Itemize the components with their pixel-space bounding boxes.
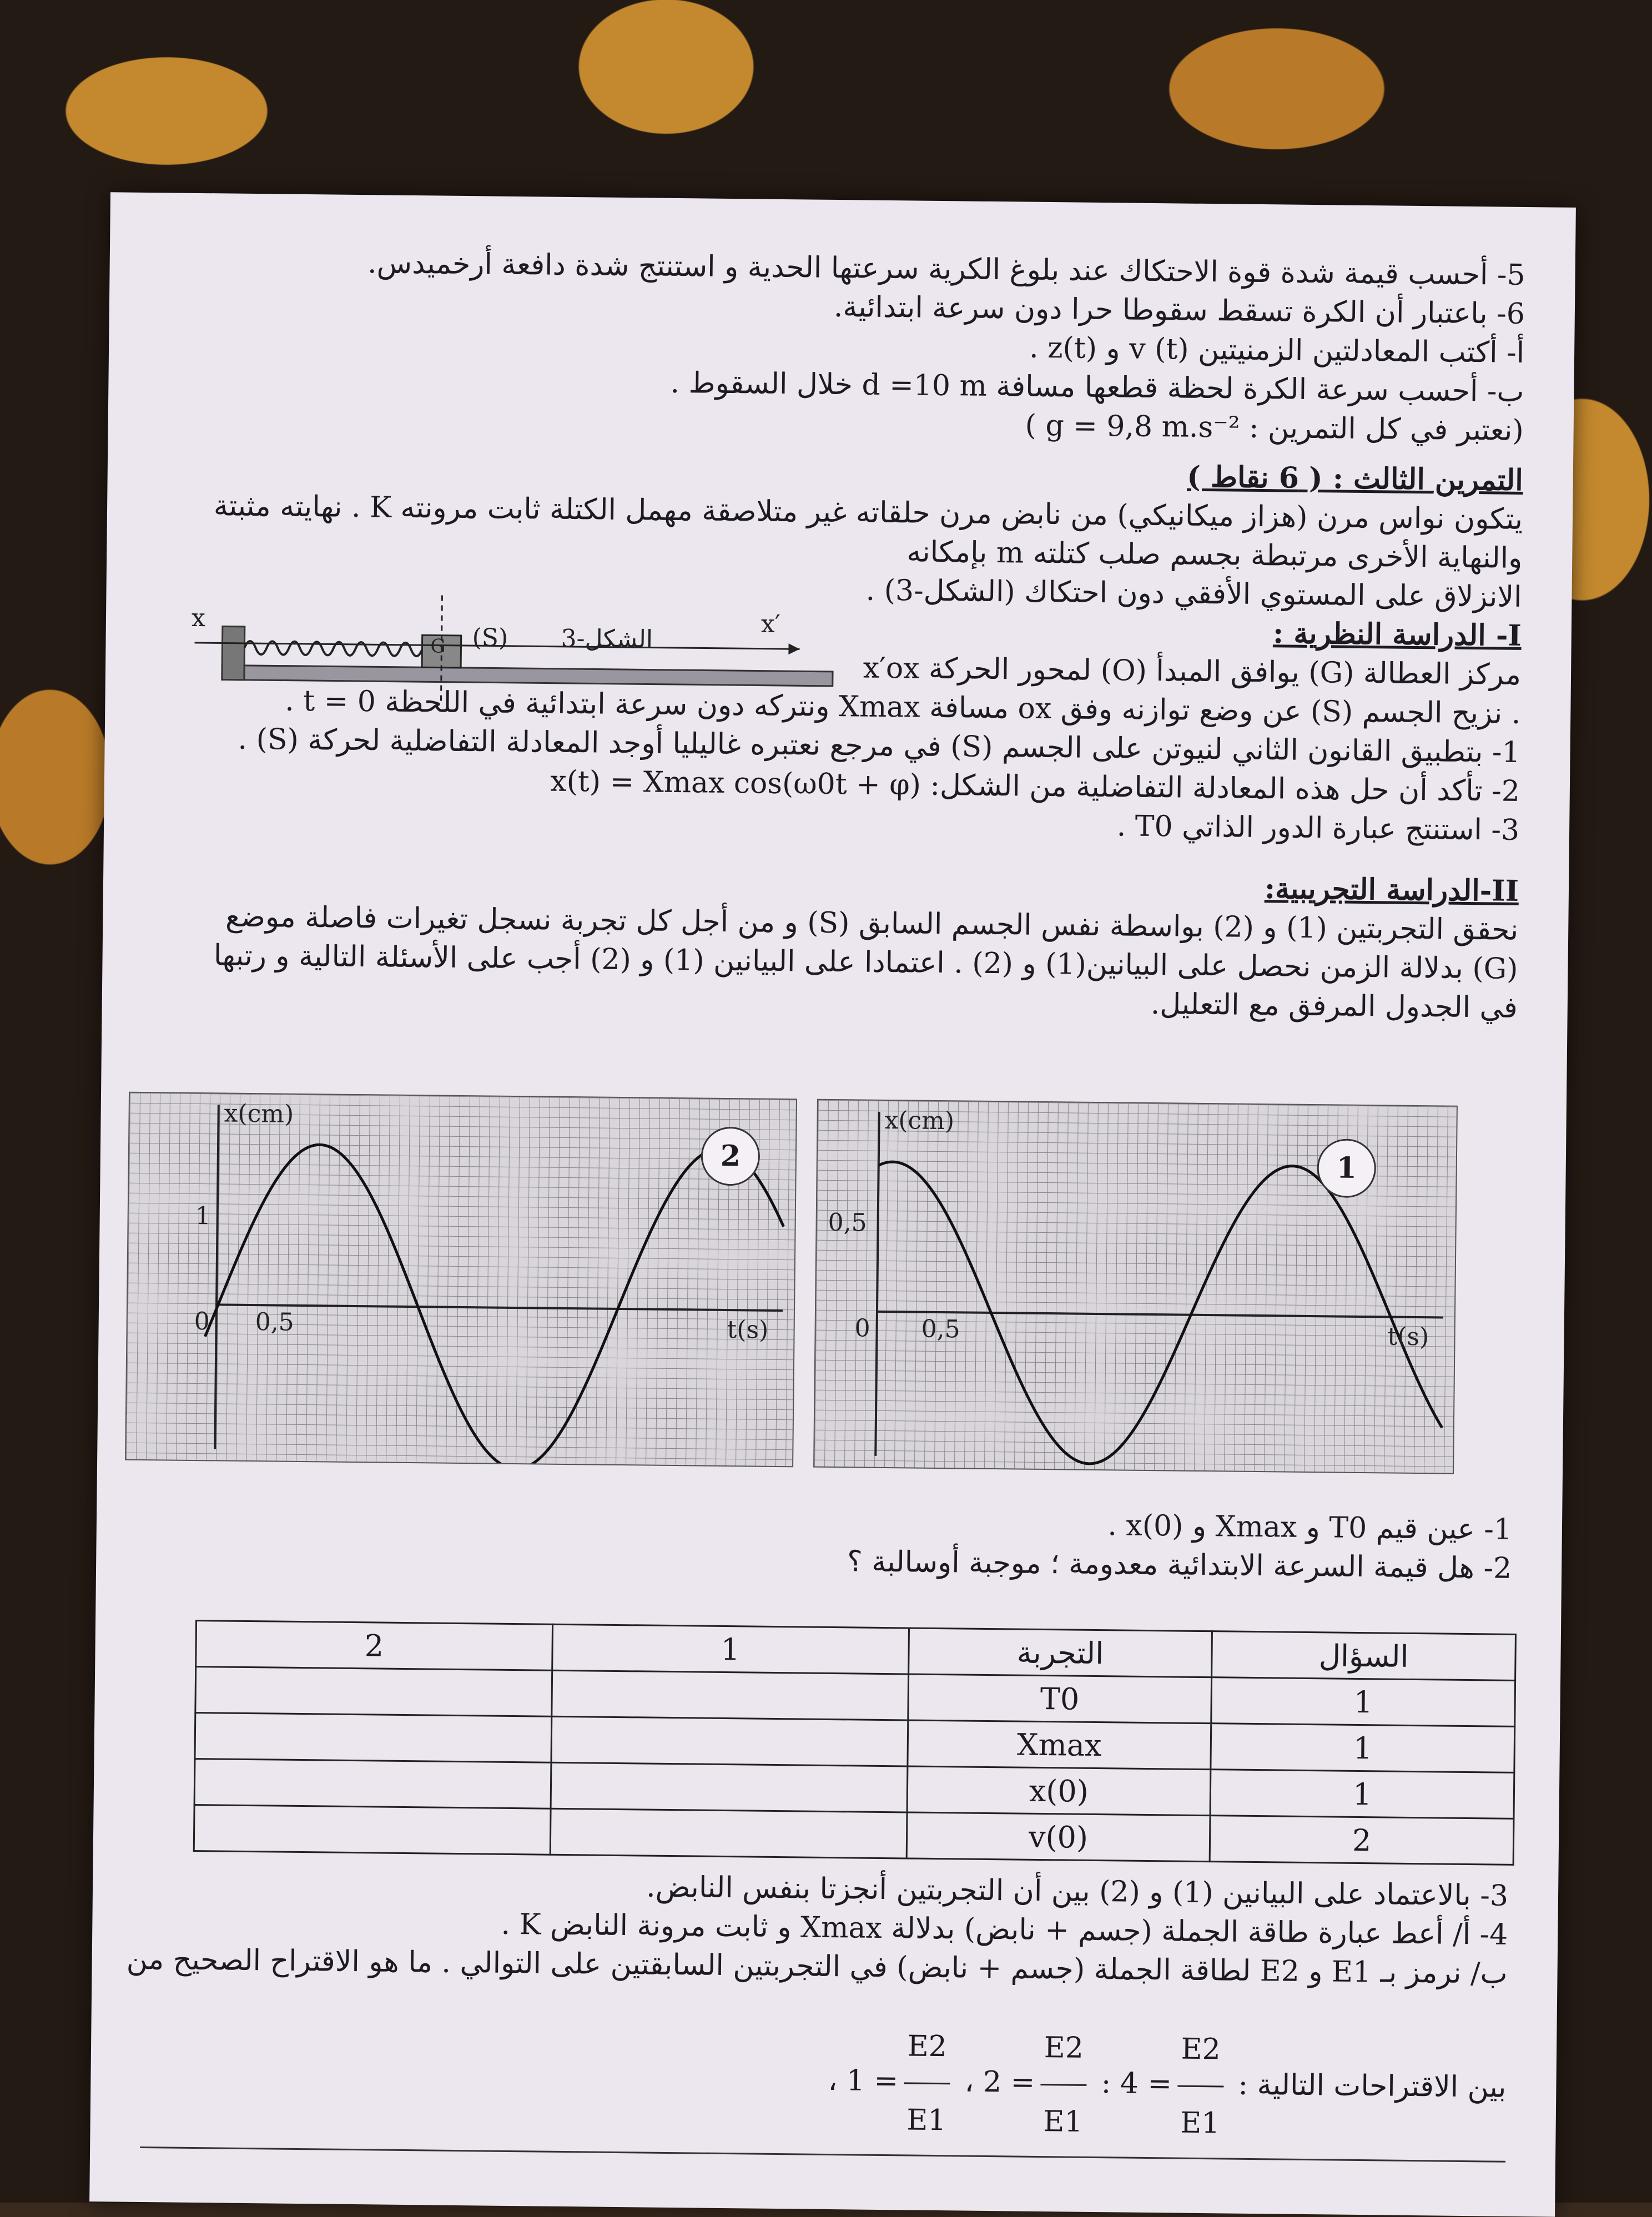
graph-1-y-axis [875,1112,879,1456]
axis-arrow [788,643,799,654]
graph-1-badge: 1 [1317,1138,1376,1198]
table-header-exp1: 1 [552,1624,909,1674]
axis-xprime-label: x′ [760,609,781,638]
experiment-q1: 1- عين قيم T0 و Xmax و x(0) . [1107,1509,1513,1546]
proposals-label: بين الاقتراحات التالية : [1238,2068,1507,2104]
theory-line-2: . نزيح الجسم (S) عن وضع توازنه وفق ox مسافة Xmax ونتركه دون سرعة ابتدائية في اللحظة t = 0 . [284,684,1521,730]
figure-caption: الشكل-3 [561,624,653,654]
table-cell-item: v(0) [906,1812,1211,1862]
fraction-2-value: = 2 ، [964,2065,1035,2099]
graph-2-tick-y: 1 [195,1201,211,1231]
table-cell-answer-2[interactable] [195,1713,552,1763]
question-6a: أ- أكتب المعادلتين الزمنيتين (v (t و (z(t . [1029,331,1525,370]
table-header-question: السؤال [1212,1631,1516,1681]
theory-line-1: مركز العطالة (G) يوافق المبدأ (O) لمحور الحركة x′ox [863,651,1522,692]
table-cell-answer-2[interactable] [195,1667,552,1717]
proposals-line [140,2002,1507,2140]
experiment-q4a: 4- أ/ أعط عبارة طاقة الجملة (جسم + نابض) بدلالة Xmax و ثابت مرونة النابض K . [501,1907,1508,1952]
graph-1-xlabel: t(s) [1387,1322,1429,1352]
table-header-experiment: التجربة [908,1628,1212,1677]
graph-2 [125,1092,797,1468]
experiment-q2: 2- هل قيمة السرعة الابتدائية معدومة ؛ موجبة أوسالبة ؟ [847,1545,1512,1585]
wall [222,626,245,679]
center-g-label: G [430,635,446,658]
graph-2-plot [126,1093,796,1467]
graph-2-x-axis [216,1304,783,1311]
graph-1-origin: 0 [854,1314,870,1343]
question-5: 5- أحسب قيمة شدة قوة الاحتكاك عند بلوغ الكرية سرعتها الحدية و استنتج شدة دافعة أرخميدس. [367,246,1525,292]
exercise-3-title: التمرين الثالث : ( 6 نقاط ) [1186,460,1524,497]
theory-q3: 3- استنتج عبارة الدور الذاتي T0 . [1116,809,1520,847]
graph-2-ylabel: x(cm) [224,1099,294,1128]
table-cell-item: Xmax [908,1720,1212,1770]
experiment-heading: II-الدراسة التجريبية: [1264,871,1519,908]
table-cell-answer-2[interactable] [194,1759,551,1809]
table-cell-question: 2 [1210,1816,1514,1865]
graph-1-tick-y: 0,5 [828,1208,867,1237]
graph-1 [813,1099,1458,1474]
table-cell-item: T0 [908,1674,1212,1724]
table-cell-question: 1 [1210,1770,1514,1819]
table-cell-answer-1[interactable] [550,1808,907,1858]
fraction-1: $\frac{E2}{E1}$ [1177,2013,1225,2160]
table-cell-question: 1 [1211,1677,1515,1727]
axis-x-label: x [191,603,206,633]
table-cell-item: x(0) [907,1766,1211,1816]
fraction-3: $\frac{E2}{E1}$ [903,2010,951,2156]
experiment-line-3: في الجدول المرفق مع التعليل. [1150,987,1518,1025]
spring-figure [183,582,861,711]
graph-2-origin: 0 [194,1307,210,1336]
experiment-q3: 3- بالاعتماد على البيانين (1) و (2) بين أن التجربتين أنجزتا بنفس النابض. [646,1870,1509,1913]
table-header-exp2: 2 [196,1621,553,1671]
bottom-divider [140,2147,1505,2163]
theory-q1: 1- بتطبيق القانون الثاني لنيوتن على الجسم (S) في مرجع نعتبره غاليليا أوجد المعادلة التفاضلية لحركة (S) . [238,722,1520,769]
experiment-q4b: ب/ نرمز بـ E1 و E2 لطاقة الجملة (جسم + نابض) في التجربتين السابقتين على التوالي . ما هو الاقتراح الصحيح من [126,1942,1508,1991]
graph-1-x-axis [877,1312,1443,1318]
table-cell-answer-1[interactable] [551,1716,908,1766]
graph-2-tick-x: 0,5 [255,1308,294,1337]
table-cell-answer-1[interactable] [551,1762,908,1812]
gravity-note: (نعتبر في كل التمرين : g = 9,8 m.s⁻² ) [1025,409,1524,447]
question-6b: ب- أحسب سرعة الكرة لحظة قطعها مسافة d =10 m خلال السقوط . [670,366,1524,409]
graph-2-xlabel: t(s) [727,1316,769,1344]
experiment-line-1: نحقق التجربتين (1) و (2) بواسطة نفس الجسم السابق (S) و من أجل كل تجربة نسجل تغيرات فاصلة موضع [225,900,1519,947]
ground-plane [222,665,833,686]
graph-1-ylabel: x(cm) [884,1106,955,1136]
fraction-1-value: = 4 : [1101,2067,1172,2101]
question-6: 6- باعتبار أن الكرة تسقط سقوطا حرا دون سرعة ابتدائية. [833,290,1525,331]
graph-1-tick-x: 0,5 [921,1314,960,1344]
exam-sheet [89,192,1576,2216]
fraction-3-value: = 1 ، [828,2064,899,2098]
table-cell-question: 1 [1211,1724,1515,1773]
answer-table [193,1620,1517,1866]
exercise-intro-2: والنهاية الأخرى مرتبطة بجسم صلب كتلته m بإمكانه [906,535,1523,575]
experiment-line-2: (G) بدلالة الزمن نحصل على البيانين(1) و (2) . اعتمادا على البيانين (1) و (2) أجب على الأسئلة التالية و رتبها [213,939,1518,986]
body-label: (S) [472,623,508,652]
graph-2-y-axis [215,1105,218,1449]
exercise-intro-1: يتكون نواس مرن (هزاز ميكانيكي) من نابض مرن حلقاته غير متلاصقة مهمل الكتلة ثابت مرونته K . نهايته مثبتة [213,489,1523,536]
theory-heading: I- الدراسة النظرية : [1272,616,1522,653]
table-cell-answer-1[interactable] [552,1670,909,1720]
exercise-intro-3: الانزلاق على المستوي الأفقي دون احتكاك (الشكل-3) . [865,573,1522,614]
graph-2-badge: 2 [701,1127,760,1186]
theory-q2: 2- تأكد أن حل هذه المعادلة التفاضلية من الشكل: x(t) = Xmax cos(ω0t + φ) [550,764,1520,808]
fraction-2: $\frac{E2}{E1}$ [1040,2012,1087,2158]
table-cell-answer-2[interactable] [194,1805,551,1855]
